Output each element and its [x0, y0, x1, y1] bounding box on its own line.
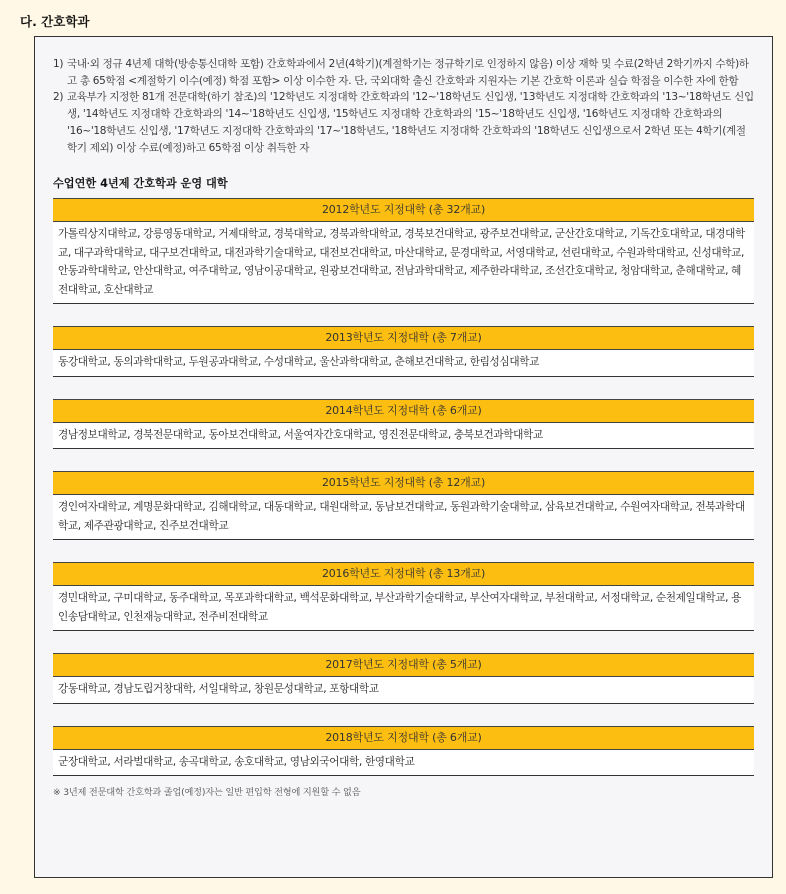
year-block-2018 [53, 726, 754, 777]
school-list: 동강대학교, 동의과학대학교, 두원공과대학교, 수성대학교, 울산과학대학교, 춘해보건대학교, 한림성심대학교 [53, 350, 754, 377]
year-header: 2013학년도 지정대학 (총 7개교) [53, 326, 754, 350]
school-list: 강동대학교, 경남도립거창대학, 서일대학교, 창원문성대학교, 포항대학교 [53, 677, 754, 704]
requirement-list [53, 56, 754, 156]
year-block-2014 [53, 399, 754, 450]
footnote: ※ 3년제 전문대학 간호학과 졸업(예정)자는 일반 편입학 전형에 지원할 수 없음 [53, 787, 361, 799]
year-header: 2017학년도 지정대학 (총 5개교) [53, 653, 754, 677]
requirement-item [53, 56, 754, 89]
requirement-text: 교육부가 지정한 81개 전문대학(하기 참조)의 '12학년도 지정대학 간호학과의 '12~'18학년도 신입생, '13학년도 지정대학 간호학과의 '13~'18학년도 신입생, '14학년도 지정대학 간호학과의 '14~'18학년도 신입생, '15학년도 지정대학 간호학과의 '15~'18학년도 신입생, '16학년도 지정대학 간호학과의 '16~'18학년도 신입생, '17학년도 지정대학 간호학과의 '17~'18학년도, '18학년도 지정대학 간호학과의 '18학년도 신입생으로서 2학년 또는 4학기(계절학기 제외) 이상 수료(예정)하고 65학점 이상 취득한 자 [67, 91, 754, 154]
requirement-number: 1) [53, 58, 64, 70]
sub-heading: 수업연한 4년제 간호학과 운영 대학 [53, 177, 228, 191]
year-header: 2016학년도 지정대학 (총 13개교) [53, 562, 754, 586]
school-list: 경남정보대학교, 경북전문대학교, 동아보건대학교, 서울여자간호대학교, 영진전문대학교, 충북보건과학대학교 [53, 423, 754, 450]
school-list: 경민대학교, 구미대학교, 동주대학교, 목포과학대학교, 백석문화대학교, 부산과학기술대학교, 부산여자대학교, 부천대학교, 서정대학교, 순천제일대학교, 용인송담대학교, 인천재능대학교, 전주비전대학교 [53, 586, 754, 631]
year-header: 2018학년도 지정대학 (총 6개교) [53, 726, 754, 750]
year-block-2015 [53, 471, 754, 540]
school-list: 군장대학교, 서라벌대학교, 송곡대학교, 송호대학교, 영남외국어대학, 한영대학교 [53, 750, 754, 777]
nursing-requirements-box [34, 36, 773, 878]
requirement-number: 2) [53, 91, 64, 104]
year-block-2017 [53, 653, 754, 704]
school-list: 경인여자대학교, 계명문화대학교, 김해대학교, 대동대학교, 대원대학교, 동남보건대학교, 동원과학기술대학교, 삼육보건대학교, 수원여자대학교, 전북과학대학교, 제주관광대학교, 진주보건대학교 [53, 495, 754, 540]
year-block-2016 [53, 562, 754, 631]
requirement-text: 국내·외 정규 4년제 대학(방송통신대학 포함) 간호학과에서 2년(4학기)(계절학기는 정규학기로 인정하지 않음) 이상 재학 및 수료(2학년 2학기까지 수학)하고 총 65학점 <계절학기 이수(예정) 학점 포함> 이상 이수한 자. 단, 국외대학 출신 간호학과 지원자는 기본 간호학 이론과 실습 학점을 이수한 자에 한함 [67, 58, 749, 87]
year-block-2012 [53, 198, 754, 304]
year-header: 2012학년도 지정대학 (총 32개교) [53, 198, 754, 222]
school-list: 가톨릭상지대학교, 강릉영동대학교, 거제대학교, 경북대학교, 경북과학대학교, 경북보건대학교, 광주보건대학교, 군산간호대학교, 기독간호대학교, 대경대학교, 대구과학대학교, 대구보건대학교, 대전과학기술대학교, 대전보건대학교, 마산대학교, 문경대학교, 서영대학교, 선린대학교, 수원과학대학교, 신성대학교, 안동과학대학교, 안산대학교, 여주대학교, 영남이공대학교, 원광보건대학교, 전남과학대학교, 제주한라대학교, 조선간호대학교, 청암대학교, 춘해대학교, 혜전대학교, 호산대학교 [53, 222, 754, 304]
requirement-item [53, 89, 754, 156]
year-header: 2014학년도 지정대학 (총 6개교) [53, 399, 754, 423]
section-title: 다. 간호학과 [20, 14, 90, 29]
year-header: 2015학년도 지정대학 (총 12개교) [53, 471, 754, 495]
year-block-2013 [53, 326, 754, 377]
